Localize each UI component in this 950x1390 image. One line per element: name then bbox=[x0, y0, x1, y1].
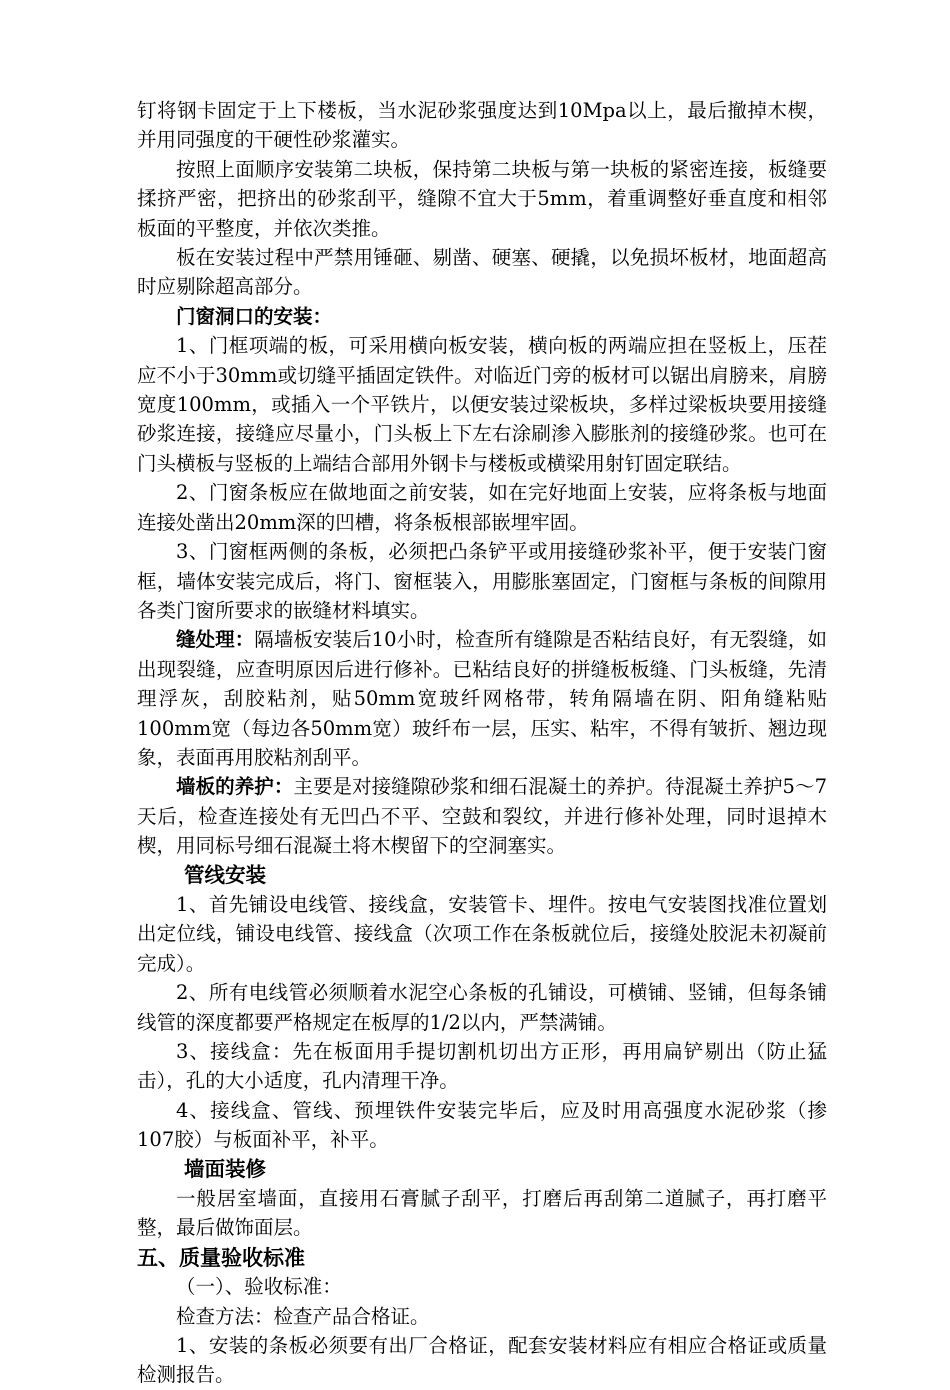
paragraph: 钉将钢卡固定于上下楼板，当水泥砂浆强度达到10Mpa以上，最后撤掉木楔，并用同强度的干硬性砂浆灌实。 bbox=[137, 99, 827, 152]
paragraph: 1、首先铺设电线管、接线盒，安装管卡、埋件。按电气安装图找准位置划出定位线，铺设电线管、接线盒（次项工作在条板就位后，接缝处胶泥未初凝前完成）。 bbox=[137, 892, 827, 975]
section-heading-pipeline: 管线安装 bbox=[184, 862, 266, 887]
paragraph: 检查方法：检查产品合格证。 bbox=[176, 1304, 430, 1328]
paragraph: 按照上面顺序安装第二块板，保持第二块板与第一块板的紧密连接，板缝要揉挤严密，把挤出的砂浆刮平，缝隙不宜大于5mm，着重调整好垂直度和相邻板面的平整度，并依次类推。 bbox=[137, 157, 827, 240]
paragraph-text: 隔墙板安装后10小时，检查所有缝隙是否粘结良好，有无裂缝，如出现裂缝，应查明原因后进行修补。已粘结良好的拼缝板板缝、门头板缝，先清理浮灰，刮胶粘剂，贴50mm宽玻纤网格带，转角隔墙在阴、阳角缝粘贴100mm宽（每边各50mm宽）玻纤布一层，压实、粘牢，不得有皱折、翘边现象，表面再用胶粘剂刮平。 bbox=[137, 628, 827, 769]
paragraph: 2、所有电线管必须顺着水泥空心条板的孔铺设，可横铺、竖铺，但每条铺线管的深度都要严格规定在板厚的1/2以内，严禁满铺。 bbox=[137, 981, 827, 1034]
paragraph: 4、接线盒、管线、预埋铁件安装完毕后，应及时用高强度水泥砂浆（掺107胶）与板面补平，补平。 bbox=[137, 1098, 827, 1152]
section-heading-wall-finish: 墙面装修 bbox=[184, 1156, 266, 1181]
inline-heading-joint: 缝处理： bbox=[176, 628, 255, 652]
inline-heading-curing: 墙板的养护： bbox=[176, 775, 294, 799]
paragraph: 3、门窗框两侧的条板，必须把凸条铲平或用接缝砂浆补平，便于安装门窗框，墙体安装完成后，将门、窗框装入，用膨胀塞固定，门窗框与条板的间隙用各类门窗所要求的嵌缝材料填实。 bbox=[137, 540, 827, 622]
section-heading-quality: 五、质量验收标准 bbox=[137, 1244, 305, 1270]
paragraph: 1、安装的条板必须要有出厂合格证，配套安装材料应有相应合格证或质量检测报告。 bbox=[137, 1334, 827, 1387]
paragraph: 板在安装过程中严禁用锤砸、剔凿、硬塞、硬撬，以免损坏板材，地面超高时应剔除超高部分。 bbox=[137, 246, 827, 299]
paragraph: 1、门框项端的板，可采用横向板安装，横向板的两端应担在竖板上，压茬应不小于30mm或切缝平插固定铁件。对临近门旁的板材可以锯出肩膀来，肩膀宽度100mm，或插入一个平铁片，以便安装过梁板块，多样过梁板块要用接缝砂浆连接，接缝应尽量小，门头板上下左右涂刷渗入膨胀剂的接缝砂浆。也可在门头横板与竖板的上端结合部用外钢卡与楼板或横梁用射钉固定联结。 bbox=[137, 334, 827, 475]
paragraph: 一般居室墙面，直接用石膏腻子刮平，打磨后再刮第二道腻子，再打磨平整，最后做饰面层。 bbox=[137, 1187, 827, 1240]
paragraph: 3、接线盒：先在板面用手提切割机切出方正形，再用扁铲剔出（防止猛击），孔的大小适度，孔内清理干净。 bbox=[137, 1040, 827, 1093]
paragraph: 2、门窗条板应在做地面之前安装，如在完好地面上安装，应将条板与地面连接处凿出20mm深的凹槽，将条板根部嵌埋牢固。 bbox=[137, 481, 827, 534]
subsection-heading: （一）、验收标准： bbox=[176, 1275, 342, 1299]
paragraph-joint-treatment bbox=[137, 625, 827, 772]
section-heading-door-window: 门窗洞口的安装： bbox=[176, 304, 333, 328]
paragraph-text: 主要是对接缝隙砂浆和细石混凝土的养护。待混凝土养护5～7天后，检查连接处有无凹凸不平、空鼓和裂纹，并进行修补处理，同时退掉木楔，用同标号细石混凝土将木楔留下的空洞塞实。 bbox=[137, 775, 827, 858]
paragraph-curing bbox=[137, 772, 827, 860]
document-page bbox=[137, 96, 827, 1390]
